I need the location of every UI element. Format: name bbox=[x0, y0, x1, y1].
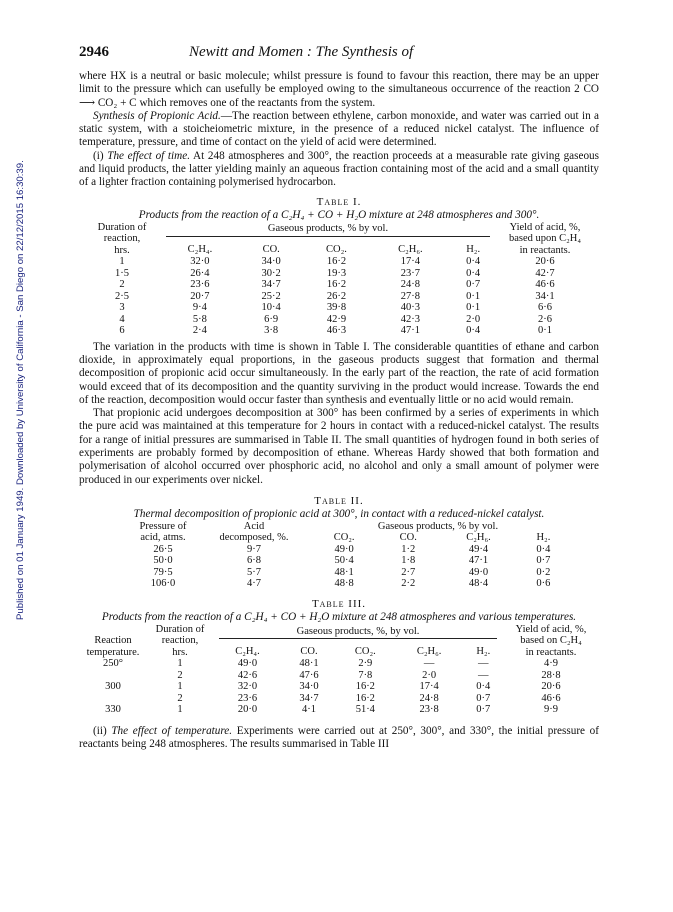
table-cell: 20·0 bbox=[237, 704, 258, 716]
table-cell: 9·9 bbox=[544, 704, 558, 716]
journal-page bbox=[79, 44, 599, 752]
table-cell: 2·2 bbox=[401, 578, 416, 590]
table-cell: 47·1 bbox=[468, 555, 489, 567]
table-cell: 4·1 bbox=[301, 704, 316, 716]
table-cell: 2 bbox=[177, 692, 183, 704]
table-3-header-duration: Duration of reaction, hrs. bbox=[155, 623, 205, 658]
table-cell: 16·2 bbox=[326, 279, 347, 291]
table-cell: 0·1 bbox=[538, 325, 552, 337]
table-cell: 42·6 bbox=[237, 669, 258, 681]
table-cell: 26·2 bbox=[326, 290, 347, 302]
table-cell: 46·6 bbox=[535, 279, 555, 291]
table-row bbox=[79, 681, 599, 693]
table-cell: 0·7 bbox=[476, 692, 491, 704]
column-header: CO. bbox=[399, 532, 417, 544]
table-row bbox=[79, 670, 599, 682]
table-cell: 48·8 bbox=[334, 578, 354, 590]
subsection-heading-time: The effect of time. bbox=[107, 149, 190, 162]
subsection-heading-temperature: The effect of temperature. bbox=[111, 724, 233, 737]
table-cell: 1·5 bbox=[115, 267, 129, 279]
table-3 bbox=[79, 624, 599, 716]
table-row bbox=[84, 291, 594, 303]
table-cell: 1·2 bbox=[401, 543, 416, 555]
table-cell: — bbox=[478, 669, 489, 681]
table-cell: 47·1 bbox=[400, 325, 420, 337]
table-2-caption: Thermal decomposition of propionic acid at 300°, in contact with a reduced-nickel catalyst. bbox=[133, 507, 545, 520]
table-cell: 32·0 bbox=[237, 681, 258, 693]
table-cell: 32·0 bbox=[190, 256, 210, 268]
table-cell: 26·5 bbox=[153, 543, 173, 555]
table-cell: 24·8 bbox=[400, 279, 420, 291]
table-cell: 17·4 bbox=[400, 256, 420, 268]
table-cell: 42·7 bbox=[535, 267, 555, 279]
paragraph-3 bbox=[79, 150, 599, 190]
page-number: 2946 bbox=[79, 44, 109, 60]
table-cell: 51·4 bbox=[355, 704, 375, 716]
table-cell: 19·3 bbox=[326, 267, 347, 279]
table-cell: 24·8 bbox=[419, 692, 439, 704]
table-cell: 16·2 bbox=[355, 692, 375, 704]
table-row bbox=[84, 279, 594, 291]
table-1 bbox=[84, 222, 594, 337]
table-cell: 23·6 bbox=[190, 279, 210, 291]
table-1-header-group: Gaseous products, % by vol. bbox=[160, 222, 496, 242]
table-cell: 25·2 bbox=[261, 290, 281, 302]
table-cell: 50·4 bbox=[334, 555, 354, 567]
column-header: C₂H₄. bbox=[235, 645, 260, 657]
table-2-header-group: Gaseous products, % by vol. bbox=[377, 520, 499, 532]
column-header: H₂. bbox=[466, 243, 481, 255]
table-cell: 6·8 bbox=[247, 555, 261, 567]
table-3-header-group: Gaseous products, %, by vol. bbox=[213, 624, 503, 644]
watermark-text: Published on 01 January 1949. Downloaded by University of California - San Diego on 22/12/2015 16:30:39. bbox=[15, 160, 26, 620]
table-cell: 16·2 bbox=[326, 256, 347, 268]
column-header: CO₂. bbox=[354, 645, 376, 657]
table-cell: 10·4 bbox=[261, 302, 281, 314]
table-cell: 1 bbox=[177, 658, 183, 670]
column-header: CO₂. bbox=[333, 532, 355, 544]
table-cell: 7·8 bbox=[358, 669, 373, 681]
table-3-title: Table III. bbox=[311, 597, 367, 610]
table-row bbox=[84, 314, 594, 326]
paragraph-6-lead: (ii) bbox=[93, 724, 112, 737]
table-cell: 50·0 bbox=[153, 555, 173, 567]
paragraph-2 bbox=[79, 110, 599, 150]
table-cell: — bbox=[478, 658, 489, 670]
table-cell: 49·0 bbox=[334, 543, 354, 555]
table-cell: 49·0 bbox=[468, 566, 489, 578]
table-cell: 3·8 bbox=[264, 325, 279, 337]
table-row bbox=[127, 567, 567, 579]
table-1-caption: Products from the reaction of a C₂H₄ + CO + H₂O mixture at 248 atmospheres and 300°. bbox=[138, 208, 540, 221]
table-cell: 0·7 bbox=[476, 704, 491, 716]
table-row bbox=[127, 544, 567, 556]
column-header: CO. bbox=[300, 645, 318, 657]
table-cell: 34·0 bbox=[261, 256, 281, 268]
table-cell: 34·7 bbox=[261, 279, 281, 291]
table-cell: 0·1 bbox=[466, 290, 481, 302]
table-cell: 0·1 bbox=[466, 302, 481, 314]
table-cell: 46·3 bbox=[326, 325, 347, 337]
table-cell: — bbox=[423, 658, 435, 670]
page-header bbox=[79, 44, 599, 70]
table-cell: 9·4 bbox=[192, 302, 207, 314]
table-cell: 1 bbox=[177, 681, 183, 693]
table-3-caption: Products from the reaction of a C₂H₄ + CO + H₂O mixture at 248 atmospheres and various temperatures. bbox=[101, 610, 577, 623]
table-cell: 106·0 bbox=[150, 578, 176, 590]
table-row bbox=[84, 256, 594, 268]
table-cell: 23·8 bbox=[419, 704, 439, 716]
column-header: CO. bbox=[262, 243, 280, 255]
column-header: C₂H₄. bbox=[187, 243, 213, 255]
table-cell: 5·7 bbox=[247, 566, 261, 578]
table-row bbox=[84, 268, 594, 280]
table-2-body bbox=[127, 544, 567, 590]
table-cell: 0·4 bbox=[536, 543, 551, 555]
table-cell: 40·3 bbox=[400, 302, 420, 314]
table-row bbox=[79, 658, 599, 670]
table-cell: 16·2 bbox=[355, 681, 375, 693]
table-cell: 4·9 bbox=[544, 658, 558, 670]
table-1-header-duration: Duration of reaction, hrs. bbox=[97, 221, 147, 256]
table-row bbox=[79, 693, 599, 705]
table-cell: 0·4 bbox=[476, 681, 491, 693]
table-1-title: Table I. bbox=[316, 195, 362, 208]
table-cell: 0·4 bbox=[466, 256, 481, 268]
column-header: H₂. bbox=[476, 645, 491, 657]
table-cell: 17·4 bbox=[419, 681, 439, 693]
table-cell: 2·4 bbox=[192, 325, 207, 337]
table-row bbox=[84, 302, 594, 314]
table-cell: 48·1 bbox=[299, 658, 319, 670]
table-cell: 4 bbox=[119, 313, 125, 325]
table-cell: 2·0 bbox=[422, 669, 437, 681]
table-3-header-yield: Yield of acid, %, based on C₂H₄ in reactants. bbox=[515, 623, 587, 658]
table-cell: 42·3 bbox=[400, 313, 420, 325]
paragraph-2-text: —The reaction between ethylene, carbon monoxide, and water was carried out in a static system, with a stoicheiometric mixture, in the presence of a reduced nickel catalyst. The influence of temperature, pressure, and time of contact on the yield of acid were determined. bbox=[79, 109, 599, 149]
table-cell: 1·8 bbox=[401, 555, 416, 567]
table-cell: 6 bbox=[119, 325, 125, 337]
paragraph-3-text: At 248 atmospheres and 300°, the reaction proceeds at a measurable rate giving gaseous and liquid products, the latter yielding mainly an aqueous fraction containing most of the acid and a small quantity of a lighter fraction containing polymerised hydrocarbon. bbox=[79, 149, 600, 189]
table-cell: 3 bbox=[119, 302, 125, 314]
table-cell: 0·4 bbox=[466, 267, 481, 279]
table-cell: 9·7 bbox=[247, 543, 261, 555]
table-cell: 1 bbox=[177, 704, 183, 716]
table-cell: 0·7 bbox=[466, 279, 481, 291]
table-cell: 6·6 bbox=[538, 302, 552, 314]
table-cell: 0·2 bbox=[536, 566, 551, 578]
paragraph-3-lead: (i) bbox=[93, 149, 108, 162]
table-cell: 27·8 bbox=[400, 290, 420, 302]
table-cell: 49·4 bbox=[468, 543, 489, 555]
table-cell: 30·2 bbox=[261, 267, 281, 279]
table-cell: 4·7 bbox=[247, 578, 261, 590]
table-cell: 0·7 bbox=[536, 555, 551, 567]
table-row bbox=[79, 704, 599, 716]
download-watermark bbox=[3, 100, 26, 620]
table-cell: 79·5 bbox=[153, 566, 173, 578]
table-cell: 48·4 bbox=[468, 578, 489, 590]
table-cell: 0·4 bbox=[466, 325, 481, 337]
table-cell: 1 bbox=[119, 256, 125, 268]
table-cell: 2·6 bbox=[538, 313, 552, 325]
table-1-header-yield: Yield of acid, %, based upon C₂H₄ in reactants. bbox=[508, 221, 582, 256]
table-3-body bbox=[79, 658, 599, 716]
table-row bbox=[127, 578, 567, 590]
table-cell: 0·6 bbox=[536, 578, 551, 590]
running-head: Newitt and Momen : The Synthesis of bbox=[189, 44, 414, 60]
table-cell: 26·4 bbox=[190, 267, 210, 279]
column-header: CO₂. bbox=[326, 243, 347, 255]
table-cell: 300 bbox=[105, 681, 121, 693]
table-2-header-acid: Acid decomposed, %. bbox=[219, 520, 289, 544]
table-cell: 20·7 bbox=[190, 290, 210, 302]
table-cell: 2 bbox=[177, 669, 183, 681]
table-1-body bbox=[84, 256, 594, 337]
table-2-header-pressure: Pressure of acid, atms. bbox=[139, 520, 187, 544]
table-cell: 330 bbox=[105, 704, 121, 716]
table-cell: 2 bbox=[119, 279, 125, 291]
table-cell: 2·0 bbox=[466, 313, 481, 325]
column-header: C₂H₆. bbox=[466, 532, 491, 544]
table-cell bbox=[79, 670, 147, 682]
table-cell: 250° bbox=[103, 658, 123, 670]
paragraph-1: where HX is a neutral or basic molecule; whilst pressure is found to favour this reaction, there may be an upper limit to the pressure which can usefully be employed owing to the simultaneous occurrence of the reaction 2 CO ⟶ CO₂ + C which removes one of the reactants from the system. bbox=[79, 70, 599, 109]
table-cell: 34·7 bbox=[299, 692, 319, 704]
paragraph-5: That propionic acid undergoes decomposition at 300° has been confirmed by a series of experiments in which the pure acid was maintained at this temperature for 2 hours in contact with a reduced-nickel catalyst. The results for a range of initial pressures are summarised in Table II. The small quantities of hydrogen found in both series of experiments are probably formed by decomposition of ethane. Whereas Hardy showed that both formation and polymerisation of alcohol occurred over phosphoric acid, no alcohol and only a small amount of polymer were produced in our experiments over nickel. bbox=[79, 407, 599, 486]
table-cell: 5·8 bbox=[192, 313, 207, 325]
table-cell bbox=[79, 693, 147, 705]
table-row bbox=[84, 325, 594, 337]
table-row bbox=[127, 555, 567, 567]
table-cell: 48·1 bbox=[334, 566, 354, 578]
column-header: C₂H₆. bbox=[416, 645, 442, 657]
paragraph-4: The variation in the products with time is shown in Table I. The considerable quantities of ethane and carbon dioxide, in approximately equal proportions, in the gaseous products suggest that formation and thermal decomposition of propionic acid occur simultaneously. In the early part of the reaction, the rate of acid formation would exceed that of its decomposition and the quantity surviving in the product would increase. Towards the end of the reaction, decomposition would occur faster than synthesis and eventually little or no acid would remain. bbox=[79, 340, 599, 406]
table-cell: 34·1 bbox=[535, 290, 555, 302]
column-header: H₂. bbox=[536, 532, 551, 544]
table-cell: 23·7 bbox=[400, 267, 420, 279]
table-cell: 46·6 bbox=[541, 692, 561, 704]
table-3-header-temperature: Reaction temperature. bbox=[86, 635, 140, 658]
section-heading: Synthesis of Propionic Acid. bbox=[93, 109, 221, 122]
table-cell: 49·0 bbox=[237, 658, 258, 670]
table-2-title: Table II. bbox=[314, 494, 364, 507]
table-cell: 42·9 bbox=[326, 313, 347, 325]
table-cell: 34·0 bbox=[299, 681, 319, 693]
table-cell: 23·6 bbox=[237, 692, 258, 704]
table-cell: 2·7 bbox=[401, 566, 416, 578]
paragraph-6-text: Experiments were carried out at 250°, 300°, and 330°, the initial pressure of reactants being 248 atmospheres. The results summarised in Table III bbox=[79, 724, 599, 751]
table-cell: 28·8 bbox=[541, 669, 561, 681]
table-cell: 39·8 bbox=[326, 302, 347, 314]
table-cell: 2·9 bbox=[358, 658, 373, 670]
paragraph-6 bbox=[79, 725, 599, 752]
table-cell: 6·9 bbox=[264, 313, 279, 325]
column-header: C₂H₆. bbox=[398, 243, 423, 255]
table-cell: 47·6 bbox=[299, 669, 319, 681]
table-cell: 20·6 bbox=[535, 256, 555, 268]
table-cell: 2·5 bbox=[115, 290, 129, 302]
table-2 bbox=[127, 521, 567, 590]
table-cell: 20·6 bbox=[541, 681, 561, 693]
